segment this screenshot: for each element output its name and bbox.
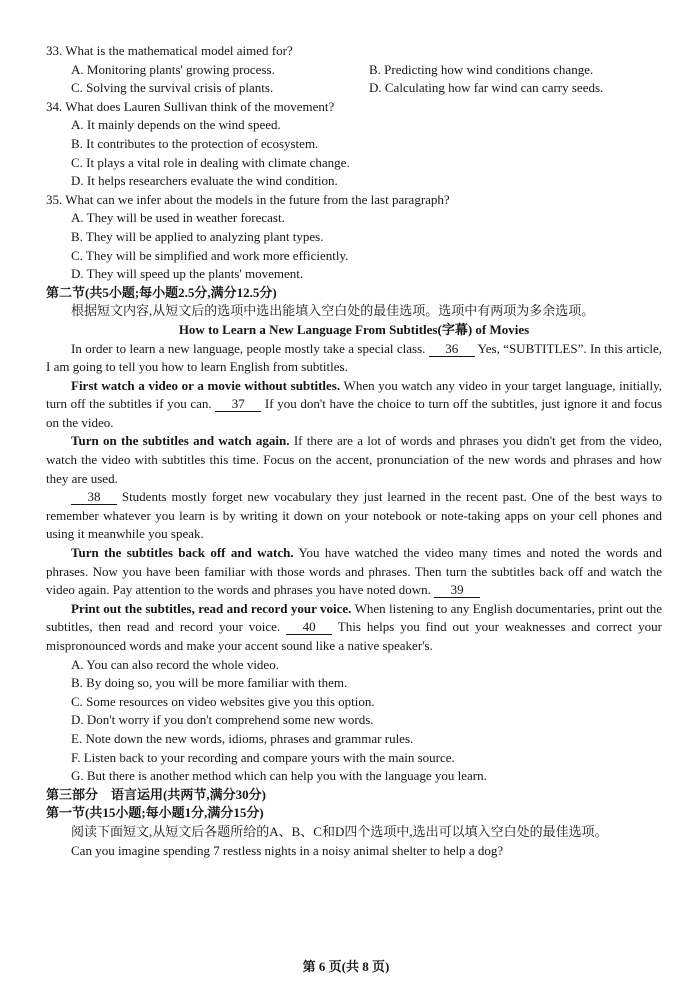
paragraph-6-text-b: This helps you find out your weaknesses and correct your mispronounced words and make your accent sound like a native speaker's. xyxy=(46,619,662,653)
blank-38: 38 xyxy=(71,490,117,505)
section-2-heading: 第二节(共5小题;每小题2.5分,满分12.5分) xyxy=(46,284,277,300)
passage-paragraph-3 xyxy=(46,432,662,488)
question-34-option-b: B. It contributes to the protection of ecosystem. xyxy=(71,135,319,151)
passage-title: How to Learn a New Language From Subtitles(字幕) of Movies xyxy=(178,321,530,337)
question-35-option-c: C. They will be simplified and work more efficiently. xyxy=(71,247,349,263)
paragraph-4-text: Students mostly forget new vocabulary they just learned in the recent past. One of the best ways to remember whatever you learn is by writing it down on your notebook or note-taking apps on your cell phones and using it meanwhile you speak. xyxy=(46,489,662,542)
blank-37: 37 xyxy=(215,397,261,412)
section-2-instruction: 根据短文内容,从短文后的选项中选出能填入空白处的最佳选项。选项中有两项为多余选项。 xyxy=(71,303,595,319)
paragraph-2-lead: First watch a video or a movie without subtitles. xyxy=(71,377,341,393)
question-35-option-a: A. They will be used in weather forecast. xyxy=(71,210,285,226)
question-35-stem: 35. What can we infer about the models in the future from the last paragraph? xyxy=(46,191,450,207)
blank-39: 39 xyxy=(434,583,480,598)
option-d: D. Don't worry if you don't comprehend some new words. xyxy=(71,712,374,728)
paragraph-1-text-b: Yes, “SUBTITLES”. In this article, I am going to tell you how to learn English from subtitles. xyxy=(46,340,663,375)
question-33-options-row1 xyxy=(46,61,662,80)
option-b: B. By doing so, you will be more familiar with them. xyxy=(71,675,348,691)
paragraph-3-text: If there are a lot of words and phrases you didn't get from the video, watch the video with subtitles this time. Focus on the accent, pronunciation of the new words and phrases and how they are used. xyxy=(46,433,662,486)
part-3-instruction: 阅读下面短文,从短文后各题所给的A、B、C和D四个选项中,选出可以填入空白处的最佳选项。 xyxy=(71,823,608,839)
passage-paragraph-2 xyxy=(46,377,662,433)
question-35-option-d: D. They will speed up the plants' movement. xyxy=(71,266,304,282)
option-f: F. Listen back to your recording and compare yours with the main source. xyxy=(71,749,455,765)
paragraph-5-lead: Turn the subtitles back off and watch. xyxy=(71,545,294,561)
option-a: A. You can also record the whole video. xyxy=(71,656,279,672)
paragraph-5-text: You have watched the video many times and noted the words and phrases. Now you have been familiar with those words and phrases. Then turn the subtitles back off and watch the video again. Pay attention to the words and phrases you have noted down. xyxy=(46,545,662,598)
question-33-options-row2 xyxy=(46,79,662,98)
paragraph-1-text-a: In order to learn a new language, people mostly take a special class. xyxy=(71,340,426,356)
option-e: E. Note down the new words, idioms, phrases and grammar rules. xyxy=(71,730,414,746)
passage-paragraph-6 xyxy=(46,600,662,656)
question-34-stem: 34. What does Lauren Sullivan think of the movement? xyxy=(46,98,335,114)
paragraph-6-text-a: When listening to any English documentaries, print out the subtitles, then read and record your voice. xyxy=(46,600,663,635)
question-34-option-c: C. It plays a vital role in dealing with climate change. xyxy=(71,154,350,170)
paragraph-6-lead: Print out the subtitles, read and record your voice. xyxy=(71,600,352,616)
question-33-option-c: C. Solving the survival crisis of plants. xyxy=(71,80,274,96)
part-3-heading: 第三部分 语言运用(共两节,满分30分) xyxy=(46,786,266,802)
question-34-option-d: D. It helps researchers evaluate the wind condition. xyxy=(71,173,338,189)
part-3-first-line: Can you imagine spending 7 restless nights in a noisy animal shelter to help a dog? xyxy=(71,842,504,858)
paragraph-3-lead: Turn on the subtitles and watch again. xyxy=(71,433,290,449)
passage-paragraph-1 xyxy=(46,340,662,377)
question-33-stem: 33. What is the mathematical model aimed for? xyxy=(46,43,293,58)
passage-paragraph-5 xyxy=(46,544,662,600)
question-33-option-a: A. Monitoring plants' growing process. xyxy=(71,61,275,77)
passage-paragraph-4 xyxy=(46,488,662,544)
blank-36: 36 xyxy=(429,342,475,357)
paragraph-2-text-b: If you don't have the choice to turn off the subtitles, just ignore it and focus on the video. xyxy=(46,396,663,430)
question-33-option-b: B. Predicting how wind conditions change. xyxy=(369,61,594,77)
option-g: G. But there is another method which can help you with the language you learn. xyxy=(71,768,487,784)
option-c: C. Some resources on video websites give you this option. xyxy=(71,693,375,709)
page-footer: 第 6 页(共 8 页) xyxy=(302,959,390,974)
question-33-option-d: D. Calculating how far wind can carry seeds. xyxy=(369,80,604,96)
question-35-option-b: B. They will be applied to analyzing plant types. xyxy=(71,228,324,244)
blank-40: 40 xyxy=(286,620,332,635)
options-list xyxy=(46,656,662,786)
part-3-sub-heading: 第一节(共15小题;每小题1分,满分15分) xyxy=(46,805,264,821)
question-34-option-a: A. It mainly depends on the wind speed. xyxy=(71,117,281,133)
paragraph-2-text-a: When you watch any video in your target language, initially, turn off the subtitles if you can. xyxy=(46,377,662,412)
